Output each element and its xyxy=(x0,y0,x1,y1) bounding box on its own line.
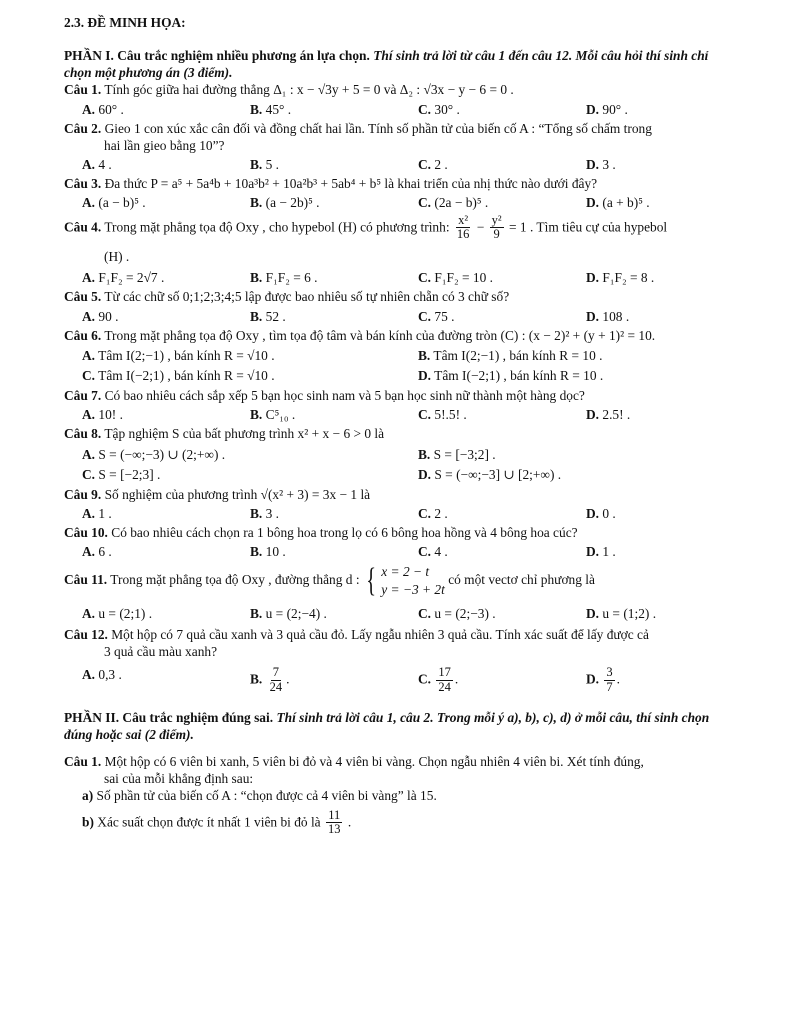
options-row xyxy=(82,367,738,384)
options xyxy=(82,666,738,695)
option-text: 10! . xyxy=(98,407,123,423)
option-b xyxy=(250,406,418,423)
option-letter: B. xyxy=(418,347,431,363)
option-a xyxy=(82,347,418,364)
option-letter: D. xyxy=(586,195,600,211)
part2-note: Thí sinh trả lời câu 1, câu 2. Trong mỗi ý a), b), c), d) ở mỗi câu, thí sinh chọn đúng hoặc sai (2 điểm). xyxy=(64,709,710,742)
option-letter: A. xyxy=(82,506,96,522)
equation-system xyxy=(363,563,445,599)
question-text-cont: (H) . xyxy=(104,249,130,265)
option-letter: D. xyxy=(586,544,600,560)
option-c xyxy=(418,308,586,325)
option-b: B. $\frac{7}{24}$ . xyxy=(250,665,290,694)
option-text: (a − 2b)⁵ . xyxy=(265,195,320,211)
question-text: Từ các chữ số 0;1;2;3;4;5 lập được bao nhiêu số tự nhiên chẵn có 3 chữ số? xyxy=(104,289,510,305)
question-number: Câu 8. xyxy=(64,426,102,442)
option-text: 1 . xyxy=(98,506,112,522)
option-letter: C. xyxy=(82,466,96,482)
option-letter: A. xyxy=(82,544,96,560)
numerator: x² xyxy=(458,212,469,227)
part1-note: Thí sinh trả lời từ câu 1 đến câu 12. Mỗi câu hỏi thí sinh chỉ chọn một phương án (3 điểm). xyxy=(64,48,709,81)
system-row: x = 2 − t xyxy=(381,563,430,579)
options xyxy=(82,505,738,522)
option-letter: C. xyxy=(418,544,432,560)
option-d xyxy=(418,367,754,384)
question-text: Tập nghiệm S của bất phương trình x² + x − 6 > 0 là xyxy=(104,426,385,442)
denominator: 13 xyxy=(327,822,341,837)
option-letter: B. xyxy=(250,195,263,211)
option-d xyxy=(586,505,754,522)
option-c xyxy=(418,269,586,286)
option-text: 2 . xyxy=(434,157,448,173)
question-10 xyxy=(64,524,738,560)
option-letter: D. xyxy=(586,605,600,621)
option-letter: A. xyxy=(82,157,96,173)
option-text: F₁F₂ = 6 . xyxy=(265,270,318,286)
option-text: u = (2;−3) . xyxy=(434,605,496,621)
option-a xyxy=(82,156,250,173)
option-letter: C. xyxy=(418,270,432,286)
option-d xyxy=(418,466,754,483)
option-text: u = (2;1) . xyxy=(98,605,153,621)
question-11 xyxy=(64,563,738,622)
question-text: Tính góc giữa hai đường thẳng Δ₁ : x − √3y + 5 = 0 và Δ₂ : √3x − y − 6 = 0 . xyxy=(104,82,514,98)
question-text: Một hộp có 7 quả cầu xanh và 3 quả cầu đỏ. Lấy ngẫu nhiên 3 quả cầu. Tính xác suất để lấy được cả xyxy=(111,626,649,642)
denominator: 24 xyxy=(269,679,283,694)
option-letter: C. xyxy=(418,605,432,621)
question-8 xyxy=(64,425,738,482)
options xyxy=(82,406,738,423)
question-4: Câu 4. Trong mặt phẳng tọa độ Oxy , cho hypebol (H) có phương trình: $\frac{\text{x²}}{16}$ − $\frac{\text{y²}}{9}$ = 1 . Tìm tiêu cự của hypebol (H) . A. F₁F₂ = 2√7 . B. F₁F₂ = 6 . C. F₁F₂ = 10 . D. F₁F₂ = 8 . xyxy=(64,214,738,287)
statement-label: a) xyxy=(82,788,94,804)
option-letter: D. xyxy=(586,101,600,117)
option-text: 4 . xyxy=(434,544,448,560)
question-text: Gieo 1 con xúc xắc cân đối và đồng chất hai lần. Tính số phần tử của biến cố A : “Tổng số chấm trong xyxy=(104,120,652,136)
question-number: Câu 3. xyxy=(64,176,102,192)
option-a xyxy=(82,666,250,695)
option-text: C⁵₁₀ . xyxy=(265,407,296,423)
question-text-cont: 3 quả cầu màu xanh? xyxy=(104,644,218,660)
option-text: 30° . xyxy=(434,101,460,117)
option-text: u = (2;−4) . xyxy=(265,605,327,621)
option-letter: C. xyxy=(418,506,432,522)
question-number: Câu 4. xyxy=(64,218,102,234)
option-d xyxy=(586,156,754,173)
option-c: C. $\frac{17}{24}$ . xyxy=(418,665,459,694)
brace: { xyxy=(366,561,376,599)
denominator: 24 xyxy=(438,679,451,694)
statement-label: b) xyxy=(82,813,94,829)
option-text: 6 . xyxy=(98,544,112,560)
system-row: y = −3 + 2t xyxy=(381,581,445,597)
question-text: Một hộp có 6 viên bi xanh, 5 viên bi đỏ và 4 viên bi vàng. Chọn ngẫu nhiên 4 viên bi. Xét tính đúng, xyxy=(104,754,644,770)
option-c xyxy=(418,406,586,423)
option-letter: A. xyxy=(82,270,96,286)
fraction xyxy=(436,666,453,695)
option-d xyxy=(586,269,754,286)
p2-question-1 xyxy=(64,753,738,837)
numerator: 11 xyxy=(328,807,341,822)
question-1 xyxy=(64,81,738,117)
option-letter: B. xyxy=(250,671,263,687)
option-text: (2a − b)⁵ . xyxy=(434,195,489,211)
option-letter: C. xyxy=(418,195,432,211)
question-number: Câu 11. xyxy=(64,571,108,587)
fraction xyxy=(455,214,472,243)
section-header: 2.3. ĐỀ MINH HỌA: xyxy=(64,15,186,30)
option-text: 0 . xyxy=(602,506,616,522)
fraction xyxy=(604,666,614,695)
option-letter: B. xyxy=(250,605,263,621)
option-a xyxy=(82,605,250,622)
statement-b: b) Xác suất chọn được ít nhất 1 viên bi đỏ là $\frac{11}{13}$ . xyxy=(82,807,352,837)
option-a xyxy=(82,308,250,325)
question-6 xyxy=(64,327,738,384)
option-d xyxy=(586,101,754,118)
denominator: 9 xyxy=(493,227,500,242)
options xyxy=(82,194,738,211)
option-d xyxy=(586,308,754,325)
option-text: 90 . xyxy=(98,308,119,324)
options-row xyxy=(82,466,738,483)
system-rows xyxy=(381,563,445,599)
option-text: 10 . xyxy=(265,544,286,560)
statement-a xyxy=(82,787,738,804)
question-number: Câu 5. xyxy=(64,289,102,305)
option-letter: A. xyxy=(82,605,96,621)
numerator: 3 xyxy=(606,665,613,680)
denominator: 16 xyxy=(456,227,470,242)
question-text: Đa thức P = a⁵ + 5a⁴b + 10a³b² + 10a²b³ + 5ab⁴ + b⁵ là khai triển của nhị thức nào dưới đây? xyxy=(104,176,598,192)
option-letter: D. xyxy=(418,368,432,383)
option-b xyxy=(418,446,754,463)
option-letter: C. xyxy=(418,308,432,324)
question-number: Câu 2. xyxy=(64,120,102,136)
option-letter: B. xyxy=(250,544,263,560)
option-letter: C. xyxy=(418,671,432,687)
question-text: Có bao nhiêu cách sắp xếp 5 bạn học sinh nam và 5 bạn học sinh nữ thành một hàng dọc? xyxy=(104,388,585,404)
option-letter: A. xyxy=(82,407,96,423)
statement-text: Số phần tử của biến cố A : “chọn được cả 4 viên bi vàng” là 15. xyxy=(96,788,437,804)
part2-heading xyxy=(64,709,738,743)
option-letter: C. xyxy=(418,157,432,173)
numerator: 17 xyxy=(438,665,451,680)
option-c xyxy=(418,194,586,211)
fraction xyxy=(268,666,285,695)
option-text: 108 . xyxy=(602,308,630,324)
option-c xyxy=(418,605,586,622)
option-text: 45° . xyxy=(265,101,292,117)
option-text: 2 . xyxy=(434,506,448,522)
options xyxy=(82,101,738,118)
option-text: Tâm I(2;−1) , bán kính R = 10 . xyxy=(433,347,603,363)
option-c xyxy=(82,466,418,483)
option-a xyxy=(82,269,250,286)
options xyxy=(82,269,738,286)
options xyxy=(82,156,738,173)
option-text: 0,3 . xyxy=(98,667,122,683)
option-b xyxy=(250,505,418,522)
question-text-cont: sai của mỗi khẳng định sau: xyxy=(104,771,254,787)
option-letter: B. xyxy=(250,270,263,286)
option-letter: C. xyxy=(82,368,96,383)
option-letter: A. xyxy=(82,347,96,363)
denominator: 7 xyxy=(606,679,613,694)
question-12 xyxy=(64,626,738,695)
option-letter: B. xyxy=(250,101,263,117)
options-row xyxy=(82,347,738,364)
option-text: S = (−∞;−3) ∪ (2;+∞) . xyxy=(98,446,226,462)
option-text: (a − b)⁵ . xyxy=(98,195,146,211)
options xyxy=(82,605,738,622)
option-letter: D. xyxy=(586,671,600,687)
option-c xyxy=(418,543,586,560)
question-number: Câu 6. xyxy=(64,327,102,343)
option-letter: C. xyxy=(418,407,432,423)
question-text: Trong mặt phẳng tọa độ Oxy , đường thẳng d : xyxy=(110,571,360,587)
question-3 xyxy=(64,175,738,211)
option-a xyxy=(82,543,250,560)
option-letter: B. xyxy=(250,407,263,423)
statement-text: Xác suất chọn được ít nhất 1 viên bi đỏ là xyxy=(97,813,321,829)
option-c xyxy=(82,367,418,384)
question-text-end: có một vectơ chỉ phương là xyxy=(448,571,595,587)
question-number: Câu 7. xyxy=(64,388,102,404)
option-text: Tâm I(2;−1) , bán kính R = √10 . xyxy=(98,347,275,363)
option-text: 75 . xyxy=(434,308,455,324)
question-number: Câu 1. xyxy=(64,82,102,98)
option-d xyxy=(586,194,754,211)
question-9 xyxy=(64,486,738,522)
option-text: F₁F₂ = 10 . xyxy=(434,270,493,286)
options xyxy=(82,543,738,560)
part1-heading xyxy=(64,47,738,81)
option-letter: A. xyxy=(82,195,96,211)
option-b xyxy=(250,101,418,118)
option-letter: B. xyxy=(418,446,431,462)
question-number: Câu 12. xyxy=(64,626,108,642)
question-text: Trong mặt phẳng tọa độ Oxy , cho hypebol (H) có phương trình: xyxy=(104,218,450,234)
option-b xyxy=(250,269,418,286)
option-letter: B. xyxy=(250,308,263,324)
option-text: 60° . xyxy=(98,101,124,117)
options xyxy=(82,308,738,325)
option-text: 2.5! . xyxy=(602,407,631,423)
option-a xyxy=(82,406,250,423)
question-7 xyxy=(64,387,738,423)
option-letter: D. xyxy=(586,157,600,173)
option-letter: D. xyxy=(586,308,600,324)
option-d: D. $\frac{3}{7}$ . xyxy=(586,665,620,694)
option-letter: A. xyxy=(82,446,96,462)
option-text: S = (−∞;−3] ∪ [2;+∞) . xyxy=(434,466,562,482)
part2-title: PHẦN II. Câu trắc nghiệm đúng sai. xyxy=(64,709,274,725)
option-letter: A. xyxy=(82,667,96,683)
option-text: 1 . xyxy=(602,544,616,560)
option-a xyxy=(82,101,250,118)
question-5 xyxy=(64,288,738,324)
option-c xyxy=(418,156,586,173)
option-b xyxy=(250,194,418,211)
option-letter: D. xyxy=(418,466,432,482)
option-b xyxy=(418,347,754,364)
option-a xyxy=(82,446,418,463)
question-text: Số nghiệm của phương trình √(x² + 3) = 3x − 1 là xyxy=(104,486,371,502)
question-list xyxy=(64,81,738,694)
numerator: y² xyxy=(491,212,502,227)
option-letter: A. xyxy=(82,101,96,117)
option-text: 5!.5! . xyxy=(434,407,467,423)
option-b xyxy=(250,308,418,325)
fraction xyxy=(326,809,343,838)
option-text: 3 . xyxy=(602,157,616,173)
option-letter: A. xyxy=(82,308,96,324)
option-d xyxy=(586,605,754,622)
option-letter: D. xyxy=(586,270,600,286)
option-d xyxy=(586,406,754,423)
option-letter: C. xyxy=(418,101,432,117)
option-b xyxy=(250,156,418,173)
option-text: 90° . xyxy=(602,101,628,117)
options-row xyxy=(82,446,738,463)
option-text: 5 . xyxy=(265,157,280,173)
option-c xyxy=(418,505,586,522)
option-b xyxy=(250,543,418,560)
option-text: (a + b)⁵ . xyxy=(602,195,650,211)
question-text: Có bao nhiêu cách chọn ra 1 bông hoa trong lọ có 6 bông hoa hồng và 4 bông hoa cúc? xyxy=(111,525,578,541)
option-text: 3 . xyxy=(265,506,280,522)
option-d xyxy=(586,543,754,560)
option-letter: D. xyxy=(586,506,600,522)
option-a xyxy=(82,505,250,522)
option-text: Tâm I(−2;1) , bán kính R = √10 . xyxy=(98,368,275,383)
option-text: F₁F₂ = 8 . xyxy=(602,270,655,286)
option-text: 52 . xyxy=(265,308,286,324)
option-text: Tâm I(−2;1) , bán kính R = 10 . xyxy=(434,368,604,383)
option-b xyxy=(250,605,418,622)
option-text: u = (1;2) . xyxy=(602,605,657,621)
option-text: F₁F₂ = 2√7 . xyxy=(98,270,165,286)
option-letter: D. xyxy=(586,407,600,423)
part1-title: PHẦN I. Câu trắc nghiệm nhiều phương án lựa chọn. xyxy=(64,48,370,64)
question-text-cont: hai lần gieo bằng 10”? xyxy=(104,137,225,153)
option-letter: B. xyxy=(250,157,263,173)
question-number: Câu 10. xyxy=(64,525,108,541)
option-a xyxy=(82,194,250,211)
option-letter: B. xyxy=(250,506,263,522)
option-text: 4 . xyxy=(98,157,112,173)
question-text-end: = 1 . Tìm tiêu cự của hypebol xyxy=(509,218,668,234)
question-number: Câu 9. xyxy=(64,486,102,502)
question-text: Trong mặt phẳng tọa độ Oxy , tìm tọa độ tâm và bán kính của đường tròn (C) : (x − 2)² + (y + 1)² = 10. xyxy=(104,327,656,343)
fraction xyxy=(490,214,504,243)
option-c xyxy=(418,101,586,118)
option-text: S = [−2;3] . xyxy=(98,466,161,482)
question-2 xyxy=(64,120,738,173)
question-number: Câu 1. xyxy=(64,754,102,770)
option-text: S = [−3;2] . xyxy=(433,446,496,462)
numerator: 7 xyxy=(272,665,280,680)
